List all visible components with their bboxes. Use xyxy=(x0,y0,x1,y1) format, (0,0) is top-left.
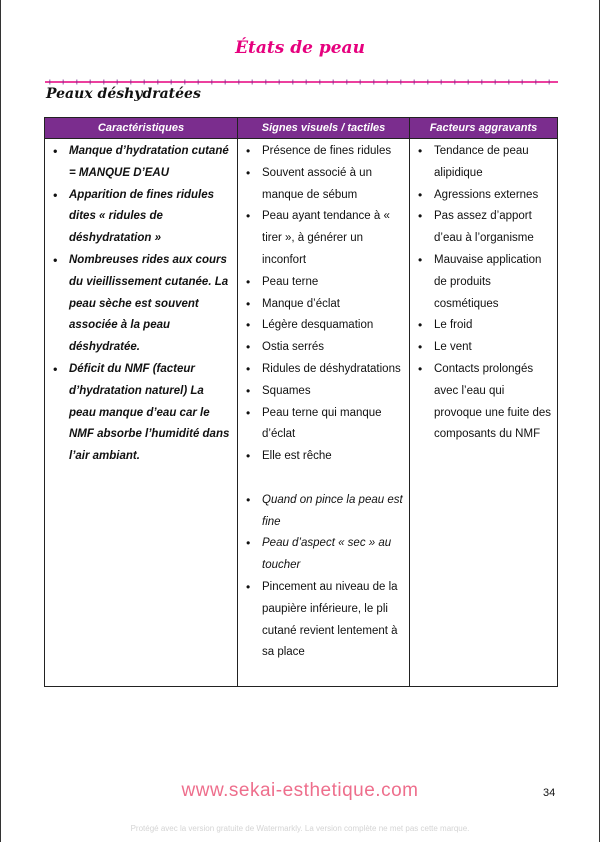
list-item: • Ostia serrés xyxy=(242,337,405,359)
list-item: • Nombreuses rides aux cours du vieillissement cutanée. La peau sèche est souvent associée à la peau déshydratée. xyxy=(49,250,233,359)
list-item: • Légère desquamation xyxy=(242,315,405,337)
list-item: • Peau terne xyxy=(242,272,405,294)
list-item: • Peau terne qui manque d’éclat xyxy=(242,403,405,447)
list-item: • Peau d’aspect « sec » au toucher xyxy=(242,533,405,577)
decorative-title-rule xyxy=(45,79,558,85)
column-header-signes: Signes visuels / tactiles xyxy=(238,118,410,139)
list-item: • Quand on pince la peau est fine xyxy=(242,490,405,534)
list-item: • Elle est rêche xyxy=(242,446,405,468)
cell-facteurs xyxy=(410,139,558,687)
list-item: • Manque d’hydratation cutané = MANQUE D’EAU xyxy=(49,141,233,185)
list-item: • Le froid xyxy=(414,315,553,337)
list-item: • Manque d’éclat xyxy=(242,294,405,316)
skin-condition-table xyxy=(44,117,558,687)
list-item: • Le vent xyxy=(414,337,553,359)
watermark-text: Protégé avec la version gratuite de Watermarkly. La version complète ne met pas cette marque. xyxy=(130,824,470,833)
list-item: • Tendance de peau alipidique xyxy=(414,141,553,185)
list-item: • Apparition de fines ridules dites « ridules de déshydratation » xyxy=(49,185,233,250)
section-title: Peaux déshydratées xyxy=(46,86,201,102)
list-item: • Pincement au niveau de la paupière inférieure, le pli cutané revient lentement à sa place xyxy=(242,577,405,664)
cell-caracteristiques xyxy=(45,139,238,687)
list-item: • Souvent associé à un manque de sébum xyxy=(242,163,405,207)
list-item: • Ridules de déshydratations xyxy=(242,359,405,381)
list-item: • Contacts prolongés avec l’eau qui provoque une fuite des composants du NMF xyxy=(414,359,553,446)
list-item: • Déficit du NMF (facteur d’hydratation naturel) La peau manque d’eau car le NMF absorbe l’humidité dans l’air ambiant. xyxy=(49,359,233,468)
column-header-caracteristiques: Caractéristiques xyxy=(45,118,238,139)
table-header-row xyxy=(45,118,558,139)
list-item: • Peau ayant tendance à « tirer », à générer un inconfort xyxy=(242,206,405,271)
list-item: • Mauvaise application de produits cosmétiques xyxy=(414,250,553,315)
page-number: 34 xyxy=(543,787,556,799)
caracteristiques-list xyxy=(49,141,233,468)
column-header-facteurs: Facteurs aggravants xyxy=(410,118,558,139)
website-link[interactable]: www.sekai-esthetique.com xyxy=(181,780,419,801)
table-row xyxy=(45,139,558,687)
page-title: États de peau xyxy=(235,38,365,58)
list-item: • Squames xyxy=(242,381,405,403)
list-item: • Présence de fines ridules xyxy=(242,141,405,163)
list-item: • Agressions externes xyxy=(414,185,553,207)
cell-signes xyxy=(238,139,410,687)
facteurs-list xyxy=(414,141,553,446)
signes-list xyxy=(242,141,405,664)
list-item: • Pas assez d’apport d’eau à l’organisme xyxy=(414,206,553,250)
